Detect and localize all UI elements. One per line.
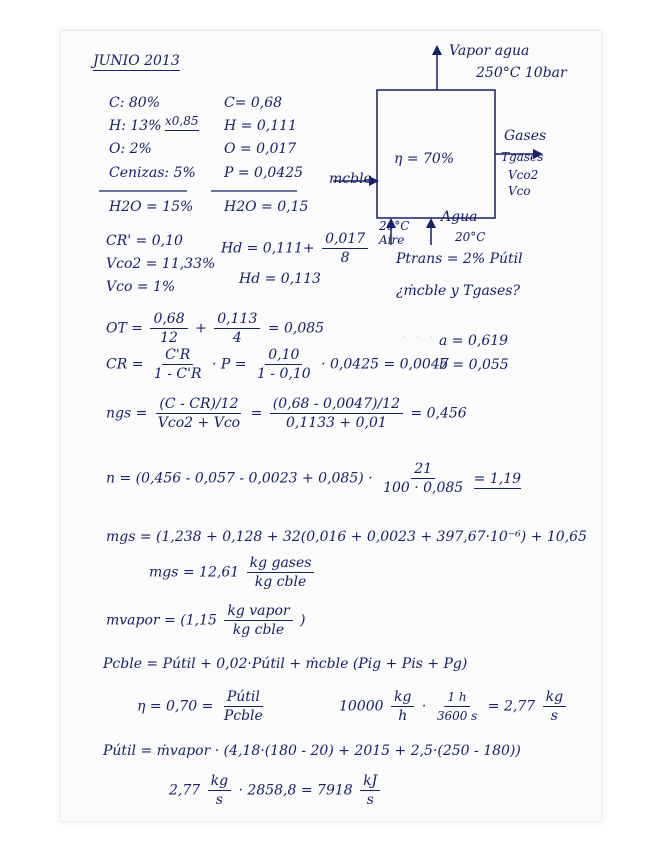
mvapor-unit [224, 603, 292, 638]
mvapor-close: ) [300, 612, 306, 629]
ngs-result: = 0,456 [410, 405, 467, 422]
ngs-frac-1-den: Vco2 + Vco [157, 415, 241, 431]
hd-frac-den: 8 [340, 250, 350, 266]
eta-frac-den: Pcble [223, 708, 263, 724]
corr-hydrogen: H = 0,111 [224, 118, 297, 134]
ngs-frac-2 [270, 396, 403, 431]
ot-frac-1-den: 12 [160, 330, 178, 346]
flow-unit-3-den: s [550, 708, 558, 724]
ngs-lhs: ngs = [106, 405, 148, 422]
cr-mid: · P = [211, 356, 247, 373]
given-vco: Vco = 1% [106, 279, 176, 295]
flow-result: = 2,77 [487, 698, 536, 715]
page-title: JUNIO 2013 [93, 53, 180, 69]
bleed-through: · · · [401, 331, 435, 344]
ngs-equation [106, 396, 467, 431]
eta-lhs: η = 0,70 = [137, 698, 214, 715]
cr-lhs: CR = [106, 356, 144, 373]
final-unit-1-den: s [215, 792, 223, 808]
ptrans-note: Ptrans = 2% Pútil [396, 251, 523, 267]
flow-unit-1-num: kg [391, 689, 414, 707]
comp-ash: Cenizas: 5% [109, 165, 196, 181]
coef-b: b = 0,055 [439, 357, 509, 373]
flow-unit-2-den: 3600 s [436, 709, 478, 723]
final-lead: 2,77 [169, 782, 201, 799]
gases-title: Gases [504, 128, 547, 144]
eta-frac [221, 689, 266, 724]
mgs-result [149, 555, 317, 590]
pcble-line: Pcble = Pútil + 0,02·Pútil + ṁcble (Pig + Pis + Pg) [103, 656, 468, 672]
comp-hydrogen: H: 13% [109, 118, 162, 134]
ngs-eq: = [250, 405, 263, 422]
hd-result: Hd = 0,113 [239, 271, 321, 287]
ot-frac-1-num: 0,68 [150, 311, 187, 329]
mgs-unit [247, 555, 315, 590]
mgs-line: mgs = (1,238 + 0,128 + 32(0,016 + 0,0023 + 397,67·10⁻⁶) + 10,65 [106, 529, 587, 545]
final-unit-2-den: s [366, 792, 374, 808]
ngs-frac-1-num: (C - CR)/12 [156, 396, 241, 414]
flow-unit-3 [543, 689, 566, 724]
hd-fraction [322, 231, 368, 266]
corr-ash: P = 0,0425 [224, 165, 304, 181]
question-note: ¿ṁcble y Tgases? [396, 283, 520, 299]
n-frac [380, 461, 466, 496]
mvapor-unit-num: kg vapor [224, 603, 292, 621]
cr-frac-1-den: 1 - C'R [153, 366, 202, 382]
ot-frac-2 [214, 311, 260, 346]
mvapor-lhs: mvapor = (1,15 [106, 612, 217, 629]
ot-frac-2-num: 0,113 [214, 311, 260, 329]
cr-frac-2-den: 1 - 0,10 [256, 366, 311, 382]
final-unit-1-num: kg [208, 773, 231, 791]
ot-frac-1 [150, 311, 187, 346]
cr-frac-2-num: 0,10 [265, 347, 302, 365]
ngs-frac-2-num: (0,68 - 0,0047)/12 [270, 396, 403, 414]
mvapor-unit-den: kg cble [232, 622, 285, 638]
gases-line-1: Tgases [501, 150, 544, 164]
final-unit-1 [208, 773, 231, 808]
ot-equation [106, 311, 324, 346]
n-expr: (0,456 - 0,057 - 0,0023 + 0,085) · [135, 470, 373, 487]
n-result: = 1,19 [473, 470, 522, 487]
comp-carbon: C: 80% [109, 95, 160, 111]
final-result [169, 773, 383, 808]
ot-lhs: OT = [106, 320, 143, 337]
air-temp: 20°C [379, 219, 410, 233]
hd-frac-num: 0,017 [322, 231, 368, 249]
water-label: Agua [441, 209, 478, 225]
gases-line-2: Vco2 [508, 168, 539, 182]
steam-conditions: 250°C 10bar [476, 65, 567, 81]
gases-line-3: Vco [508, 184, 531, 198]
cr-result: · 0,0425 = 0,0047 [321, 356, 449, 373]
n-frac-num: 21 [411, 461, 435, 479]
fuel-label: mcble [329, 171, 372, 187]
corr-carbon: C= 0,68 [224, 95, 283, 111]
mgs-unit-num: kg gases [247, 555, 315, 573]
comp-multiplier: x0,85 [165, 113, 199, 131]
eta-frac-num: Pútil [224, 689, 263, 707]
hd-prefix: Hd = 0,111+ [221, 240, 315, 257]
cr-equation [106, 347, 449, 382]
cr-frac-2 [254, 347, 314, 382]
cr-frac-1 [151, 347, 205, 382]
ot-result: = 0,085 [267, 320, 325, 337]
mgs-result-lhs: mgs = 12,61 [149, 564, 240, 581]
n-lhs: n = [106, 470, 132, 487]
corr-water: H2O = 0,15 [224, 199, 309, 215]
flow-unit-2 [434, 689, 481, 724]
n-frac-den: 100 · 0,085 [383, 480, 464, 496]
water-temp: 20°C [455, 230, 486, 244]
flow-unit-1-den: h [398, 708, 408, 724]
eta-equation [137, 689, 269, 724]
final-unit-2-num: kJ [360, 773, 380, 791]
notebook-page [60, 30, 602, 822]
final-mid: · 2858,8 = 7918 [238, 782, 353, 799]
given-cr-prime: CR' = 0,10 [106, 233, 183, 249]
cr-frac-1-num: C'R [162, 347, 193, 365]
hd-equation [221, 231, 371, 266]
air-label: Aire [379, 233, 405, 247]
n-equation [106, 461, 521, 496]
ngs-frac-1 [155, 396, 243, 431]
putil-line: Pútil = ṁvapor · (4,18·(180 - 20) + 2015 + 2,5·(250 - 180)) [103, 743, 521, 759]
efficiency-label: η = 70% [394, 151, 455, 167]
flow-dot: · [421, 698, 427, 715]
ot-plus: + [195, 320, 207, 337]
flow-unit-2-num: 1 h [444, 689, 469, 707]
water-arrowhead [426, 218, 436, 228]
steam-arrowhead [432, 45, 442, 55]
comp-oxygen: O: 2% [109, 141, 152, 157]
corr-oxygen: O = 0,017 [224, 141, 297, 157]
flow-unit-1 [391, 689, 414, 724]
ngs-frac-2-den: 0,1133 + 0,01 [285, 415, 387, 431]
coef-a: a = 0,619 [439, 333, 509, 349]
steam-label: Vapor agua [449, 43, 530, 59]
given-vco2: Vco2 = 11,33% [106, 256, 216, 272]
final-unit-2 [360, 773, 380, 808]
comp-water: H2O = 15% [109, 199, 194, 215]
ot-frac-2-den: 4 [232, 330, 242, 346]
mvapor-line [106, 603, 306, 638]
flow-conversion [339, 689, 569, 724]
flow-lead: 10000 [339, 698, 384, 715]
flow-unit-3-num: kg [543, 689, 566, 707]
mgs-unit-den: kg cble [254, 574, 307, 590]
